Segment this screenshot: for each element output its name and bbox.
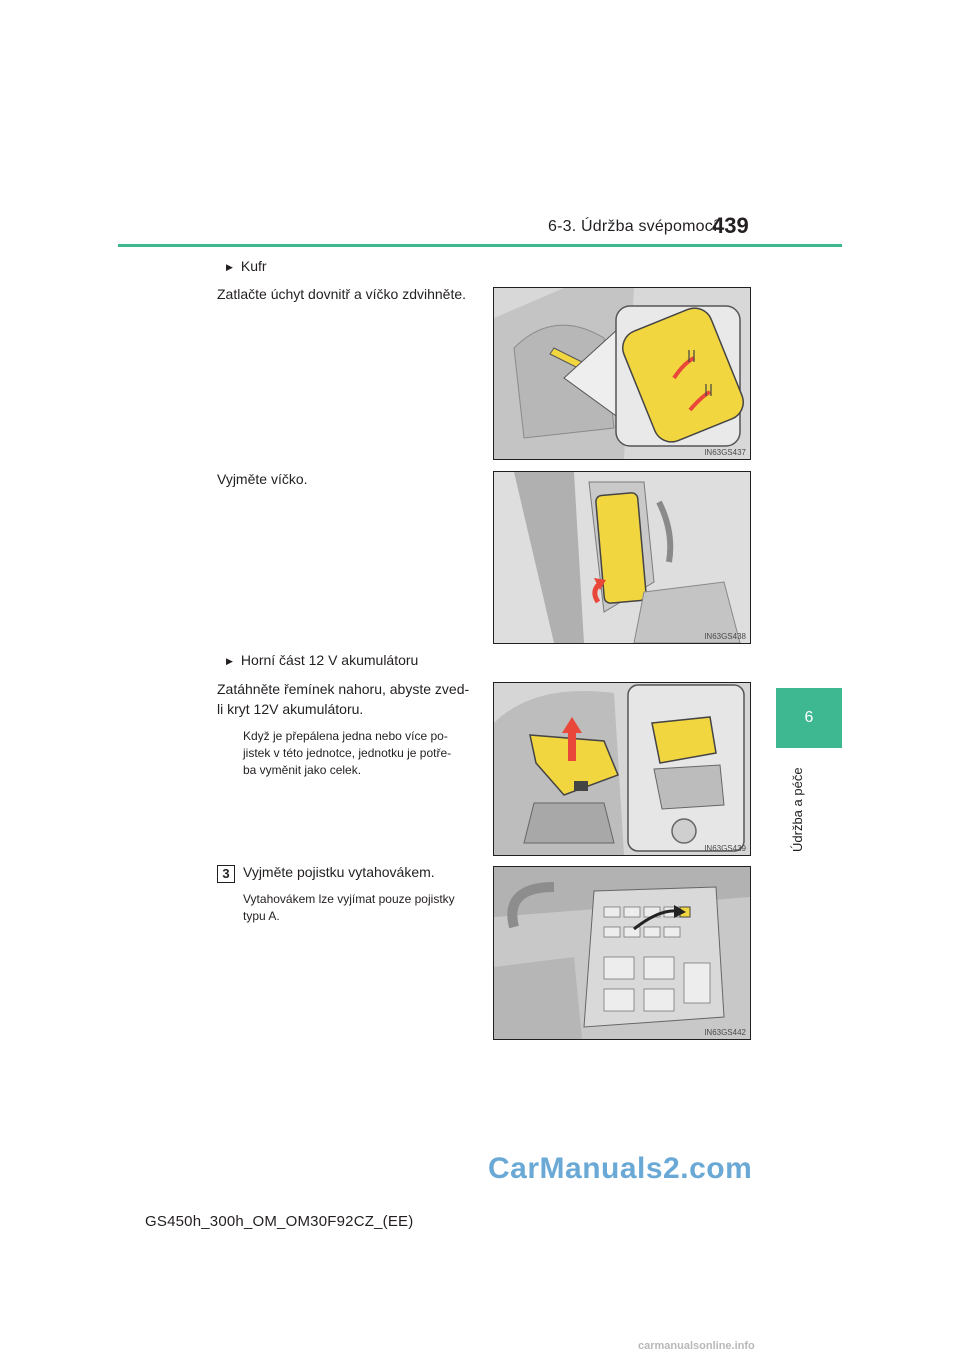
section-title: 6-3. Údržba svépomocí (548, 218, 718, 235)
bullet-trunk-label: Kufr (240, 258, 267, 274)
chapter-tab-label-wrap (790, 758, 808, 852)
instruction-pull-strap-1: Zatáhněte řemínek nahoru, abyste zved- (217, 681, 470, 697)
note-fuse-unit-3: ba vyměnit jako celek. (243, 763, 362, 777)
document-code: GS450h_300h_OM_OM30F92CZ_(EE) (145, 1213, 414, 1230)
figure-code: IN63GS442 (704, 1028, 746, 1037)
figure-code: IN63GS438 (704, 632, 746, 641)
watermark-logo[interactable]: CarManuals2.com (488, 1152, 753, 1185)
cover-removal-illustration (494, 472, 750, 643)
instruction-remove-fuse: Vyjměte pojistku vytahovákem. (243, 864, 435, 880)
note-fuse-unit-2: jistek v této jednotce, jednotku je potře- (243, 746, 452, 760)
fuse-box-illustration (494, 867, 750, 1039)
figure-code: IN63GS437 (704, 448, 746, 457)
bullet-battery-top (226, 648, 418, 675)
figure-battery-cover (493, 682, 751, 856)
figure-fuse-puller (493, 866, 751, 1040)
note-fuse-unit-1: Když je přepálena jedna nebo více po- (243, 729, 448, 743)
bullet-trunk (226, 254, 267, 281)
figure-remove-cover (493, 471, 751, 644)
battery-cover-illustration (494, 683, 750, 855)
header-rule (118, 244, 842, 247)
trunk-illustration (494, 288, 750, 459)
instruction-push-clip: Zatlačte úchyt dovnitř a víčko zdvihněte. (217, 286, 467, 302)
chapter-tab-label: Údržba a péče (790, 767, 805, 852)
step-number-box: 3 (217, 865, 235, 883)
page-number: 439 (712, 213, 749, 238)
instruction-pull-strap-2: li kryt 12V akumulátoru. (217, 701, 364, 717)
note-fuse-type-1: Vytahovákem lze vyjímat pouze pojistky (243, 892, 455, 906)
figure-trunk-cover (493, 287, 751, 460)
watermark-site[interactable]: carmanualsonline.info (638, 1340, 755, 1352)
bullet-battery-top-label: Horní část 12 V akumulátoru (240, 652, 419, 668)
instruction-remove-cover: Vyjměte víčko. (217, 471, 308, 487)
figure-code: IN63GS439 (704, 844, 746, 853)
chapter-tab-number: 6 (804, 709, 814, 726)
note-fuse-type-2: typu A. (243, 909, 280, 923)
